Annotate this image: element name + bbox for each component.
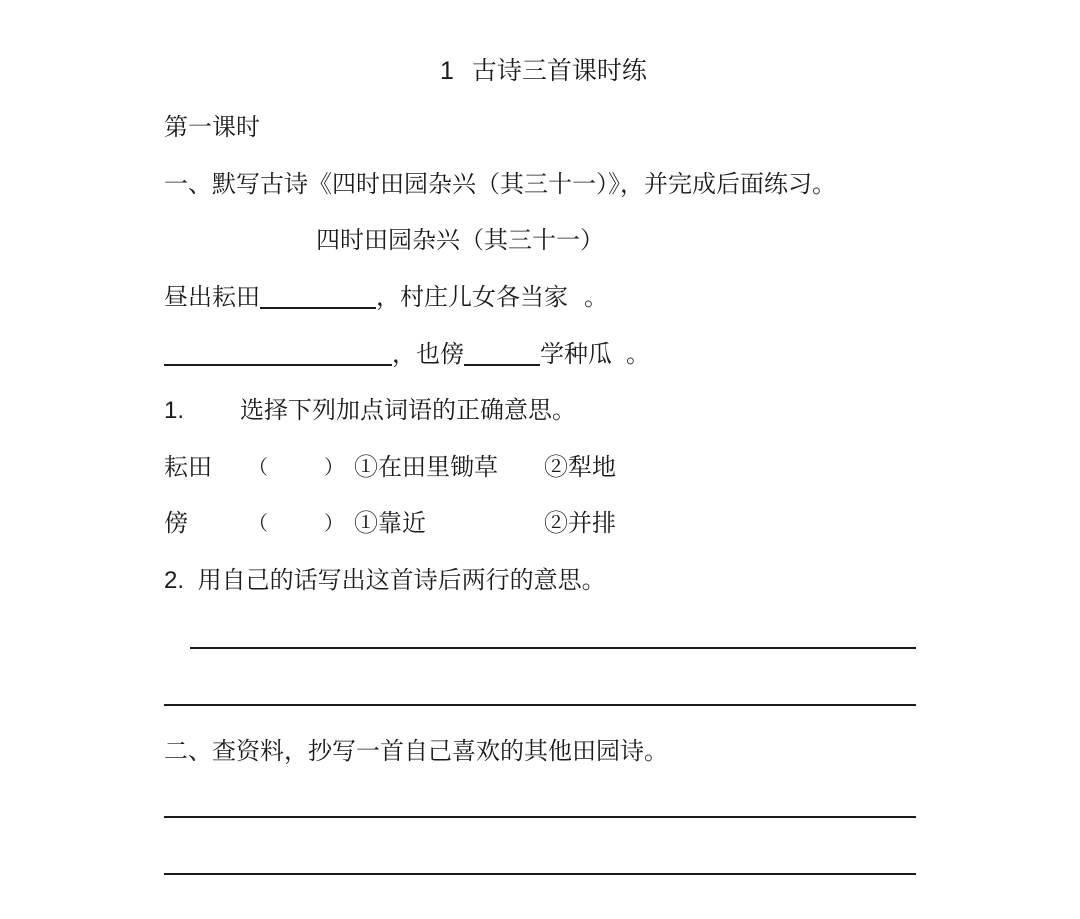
page-title — [440, 54, 647, 88]
choice-open-paren: （ — [248, 455, 268, 479]
choice-close-paren: ） — [324, 455, 344, 479]
choice-word: 耘田 — [164, 453, 212, 481]
answer-line[interactable] — [190, 647, 916, 649]
choice-word: 傍 — [164, 509, 188, 537]
section2-heading: 二、查资料，抄写一首自己喜欢的其他田园诗。 — [164, 737, 668, 765]
fill-blank-3[interactable] — [464, 342, 540, 366]
title-number: 1 — [440, 57, 454, 85]
lesson-label: 第一课时 — [164, 113, 260, 141]
question-1-number: 1. — [164, 397, 185, 424]
question-2-number: 2. — [164, 567, 185, 594]
choice-row — [164, 506, 724, 540]
answer-line[interactable] — [164, 873, 916, 875]
poem-line2-mid: ，也傍 — [392, 340, 464, 368]
poem-line2-punct: 。 — [626, 340, 650, 368]
question-2 — [164, 563, 606, 598]
question-1-text: 选择下列加点词语的正确意思。 — [240, 396, 576, 424]
poem-line2-end: 学种瓜 — [540, 340, 612, 368]
poem-line1-end: ，村庄儿女各当家 — [376, 283, 568, 311]
choice-open-paren: （ — [248, 511, 268, 535]
title-text: 古诗三首课时练 — [471, 56, 647, 85]
choice-option-2: ②犁地 — [544, 453, 616, 481]
poem-line1-punct: 。 — [584, 283, 608, 311]
question-2-text: 用自己的话写出这首诗后两行的意思。 — [197, 566, 606, 594]
choice-option-1: ①靠近 — [354, 509, 426, 537]
choice-option-2: ②并排 — [544, 509, 616, 537]
poem-line-2 — [164, 337, 650, 371]
answer-line[interactable] — [164, 816, 916, 818]
section1-heading: 一、默写古诗《四时田园杂兴（其三十一）》，并完成后面练习。 — [164, 170, 836, 198]
poem-title: 四时田园杂兴（其三十一） — [316, 226, 604, 254]
fill-blank-2[interactable] — [164, 342, 392, 366]
choice-close-paren: ） — [324, 511, 344, 535]
choice-option-1: ①在田里锄草 — [354, 453, 498, 481]
answer-line[interactable] — [164, 704, 916, 706]
question-1 — [164, 393, 576, 428]
poem-line1-start: 昼出耘田 — [164, 283, 260, 311]
poem-line-1 — [164, 280, 608, 314]
answer-slot[interactable] — [268, 506, 324, 536]
fill-blank-1[interactable] — [260, 285, 376, 309]
answer-slot[interactable] — [268, 450, 324, 480]
choice-row — [164, 450, 724, 484]
